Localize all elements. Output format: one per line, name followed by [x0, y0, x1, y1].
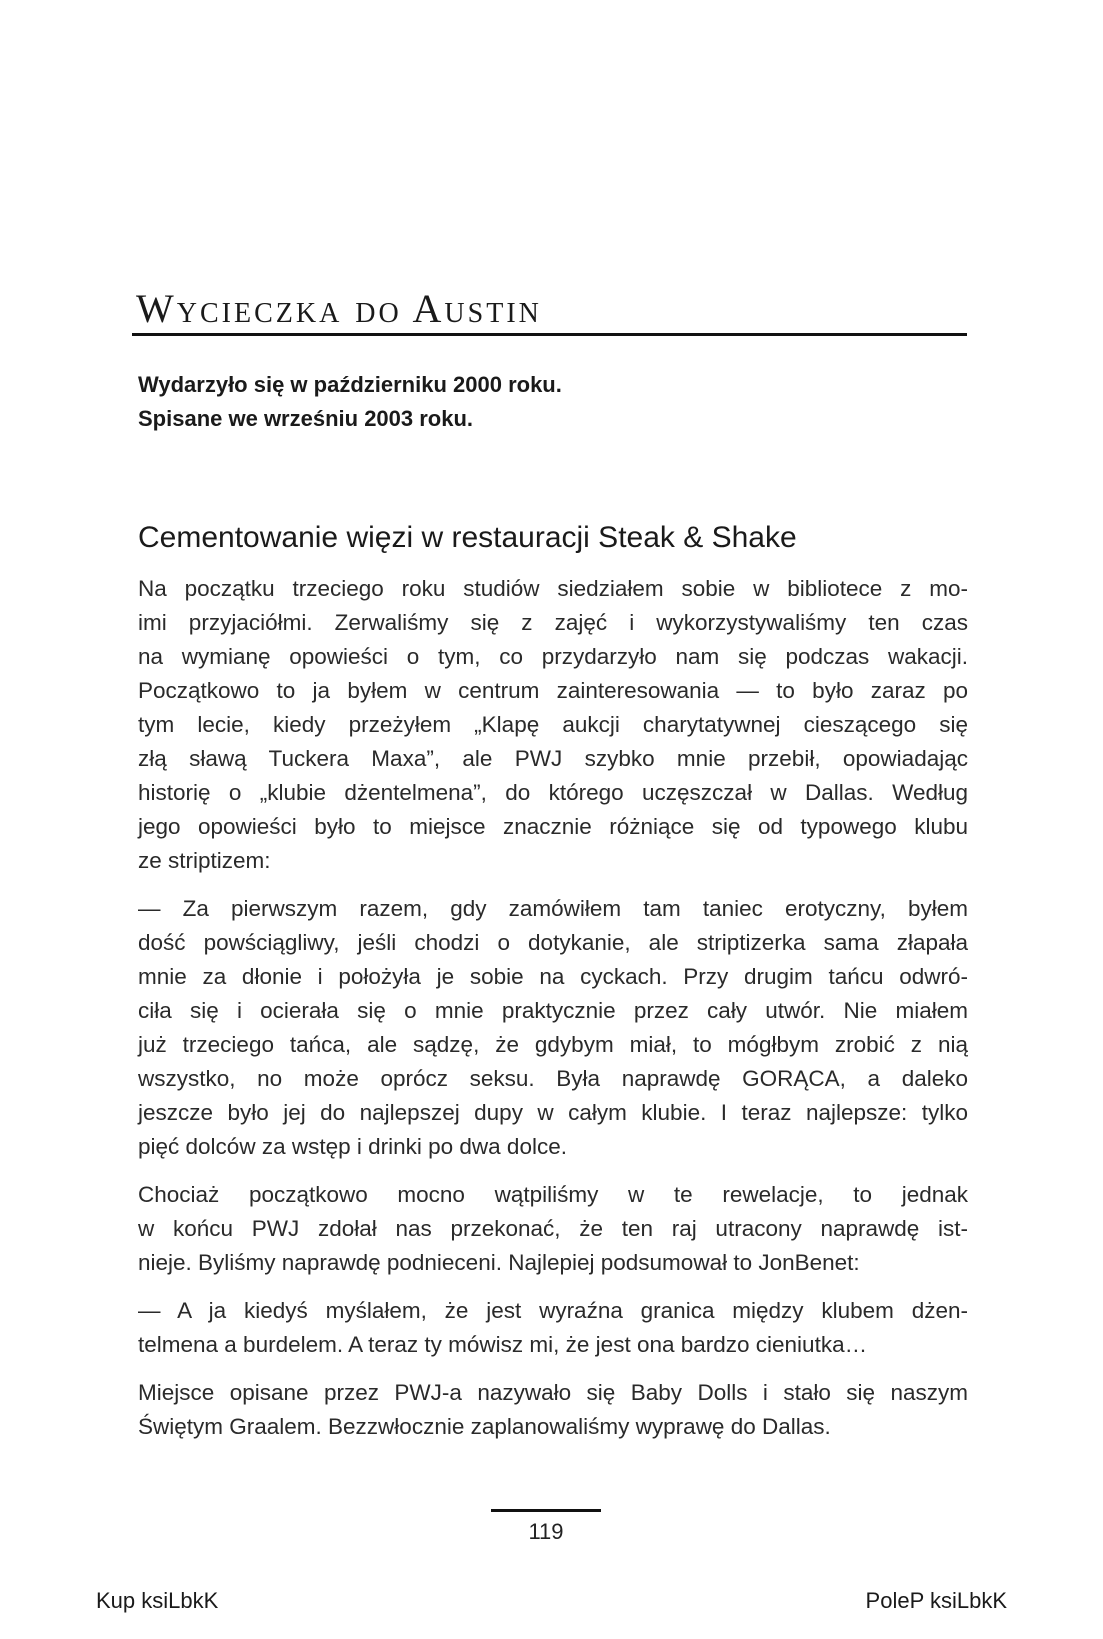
text-line: tym lecie, kiedy przeżyłem „Klapę aukcji charytatywnej cieszącego się: [138, 712, 968, 737]
text-line: na wymianę opowieści o tym, co przydarzyło nam się podczas wakacji.: [138, 644, 968, 669]
text-line: telmena a burdelem. A teraz ty mówisz mi, że jest ona bardzo cieniutka…: [138, 1332, 868, 1357]
text-line: jeszcze było jej do najlepszej dupy w całym klubie. I teraz najlepsze: tylko: [138, 1100, 968, 1125]
text-line: Świętym Graalem. Bezzwłocznie zaplanowaliśmy wyprawę do Dallas.: [138, 1414, 831, 1439]
written-date: Spisane we wrześniu 2003 roku.: [138, 406, 474, 431]
paragraph-2: [138, 892, 968, 1164]
chapter-dates: [138, 368, 968, 436]
text-line: Początkowo to ja byłem w centrum zainteresowania — to było zaraz po: [138, 678, 968, 703]
recommend-book-link[interactable]: PoleP ksiLbkK: [865, 1588, 1007, 1613]
body-text: [138, 572, 968, 1458]
title-rule: [132, 333, 967, 336]
text-line: pięć dolców za wstęp i drinki po dwa dolce.: [138, 1134, 567, 1159]
text-line: ze striptizem:: [138, 848, 271, 873]
text-line: wszystko, no może oprócz seksu. Była naprawdę GORĄCA, a daleko: [138, 1066, 968, 1091]
page-number: 119: [528, 1519, 564, 1544]
text-line: nieje. Byliśmy naprawdę podnieceni. Najlepiej podsumował to JonBenet:: [138, 1250, 860, 1275]
chapter-title: Wycieczka do Austin: [136, 286, 542, 331]
section-heading: Cementowanie więzi w restauracji Steak & Shake: [138, 521, 797, 554]
text-line: imi przyjaciółmi. Zerwaliśmy się z zajęć i wykorzystywaliśmy ten czas: [138, 610, 968, 635]
paragraph-1: [138, 572, 968, 878]
paragraph-5: [138, 1376, 968, 1444]
event-date: Wydarzyło się w październiku 2000 roku.: [138, 372, 562, 397]
text-line: — Za pierwszym razem, gdy zamówiłem tam taniec erotyczny, byłem: [138, 896, 968, 921]
text-line: mnie za dłonie i położyła je sobie na cyckach. Przy drugim tańcu odwró-: [138, 964, 968, 989]
text-line: — A ja kiedyś myślałem, że jest wyraźna granica między klubem dżen-: [138, 1298, 968, 1323]
text-line: Miejsce opisane przez PWJ-a nazywało się Baby Dolls i stało się naszym: [138, 1380, 968, 1405]
text-line: w końcu PWJ zdołał nas przekonać, że ten raj utracony naprawdę ist-: [138, 1216, 968, 1241]
text-line: Na początku trzeciego roku studiów siedziałem sobie w bibliotece z mo-: [138, 576, 968, 601]
text-line: historię o „klubie dżentelmena”, do którego uczęszczał w Dallas. Według: [138, 780, 968, 805]
text-line: Chociaż początkowo mocno wątpiliśmy w te rewelacje, to jednak: [138, 1182, 968, 1207]
text-line: ciła się i ocierała się o mnie praktycznie przez cały utwór. Nie miałem: [138, 998, 968, 1023]
paragraph-3: [138, 1178, 968, 1280]
text-line: jego opowieści było to miejsce znacznie różniące się od typowego klubu: [138, 814, 968, 839]
footer-rule: [491, 1509, 601, 1512]
text-line: dość powściągliwy, jeśli chodzi o dotykanie, ale striptizerka sama złapała: [138, 930, 968, 955]
text-line: złą sławą Tuckera Maxa”, ale PWJ szybko mnie przebił, opowiadając: [138, 746, 968, 771]
text-line: już trzeciego tańca, ale sądzę, że gdybym miał, to mógłbym zrobić z nią: [138, 1032, 968, 1057]
paragraph-4: [138, 1294, 968, 1362]
buy-book-link[interactable]: Kup ksiLbkK: [96, 1588, 219, 1613]
